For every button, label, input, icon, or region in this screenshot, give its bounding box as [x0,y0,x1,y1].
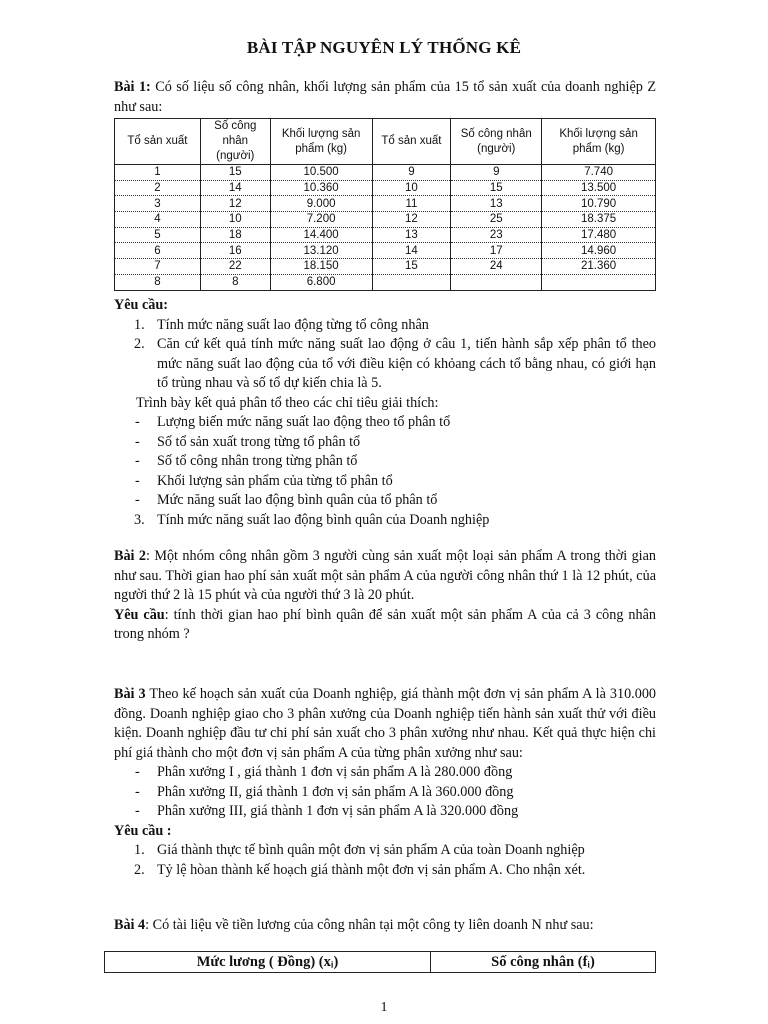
table-cell: 6 [115,243,201,259]
bai1-trinh-bay: Trình bày kết quả phân tổ theo các chỉ tiêu giải thích: [136,394,439,411]
table-row [115,227,656,243]
table-cell: 7 [115,259,201,275]
bai1-bullet: Lượng biến mức năng suất lao động theo tổ phân tổ [157,414,451,430]
table-cell: 8 [115,274,201,290]
table-cell: 17.480 [542,227,656,243]
table-cell: 14 [200,180,270,196]
list-item: - Số tổ sản xuất trong từng tổ phân tổ [135,433,361,450]
table-cell: 7.200 [270,212,372,228]
table-header-row [105,952,656,973]
table-cell: 18.375 [542,212,656,228]
bai2-text: : Một nhóm công nhân gồm 3 người cùng sản xuất một loại sản phẩm A trong thời gian như sau. Thời gian hao phí sản xuất một sản phẩm A của người công nhân thứ 1 là 12 phút, của người thứ 2 là 15 phút và của người thứ 3 là 20 phút. [114,548,657,603]
bai1-req-1: Tính mức năng suất lao động từng tổ công nhân [157,316,429,333]
table-cell: 3 [115,196,201,212]
table-cell: 18.150 [270,259,372,275]
table-cell: 17 [451,243,542,259]
bai2-label: Bài 2 [114,548,146,564]
table-cell: 9.000 [270,196,372,212]
table-row [115,259,656,275]
table-cell: 13.120 [270,243,372,259]
table-cell: 10.500 [270,165,372,181]
table-row [115,165,656,181]
page-title: BÀI TẬP NGUYÊN LÝ THỐNG KÊ [246,38,522,57]
table-row [115,243,656,259]
table-cell: 2 [115,180,201,196]
table-row [115,196,656,212]
table-header-cell: Tổ sản xuất [372,119,451,165]
bai4-section [114,916,656,936]
table-cell: 21.360 [542,259,656,275]
table-cell: 8 [200,274,270,290]
table-cell: 18 [200,227,270,243]
bai1-bullet: Mức năng suất lao động bình quân của tổ phân tổ [157,492,438,508]
table-cell: 4 [115,212,201,228]
bai2-yeu-cau-label: Yêu cầu [114,606,165,623]
bai3-section [114,685,656,880]
table-cell: 15 [372,259,451,275]
bai1-req-3: Tính mức năng suất lao động bình quân của Doanh nghiệp [157,511,490,528]
bai2-section [114,547,656,645]
bai3-bullet: Phân xưởng II, giá thành 1 đơn vị sản phẩm A là 360.000 đồng [157,783,514,800]
table-cell: 23 [451,227,542,243]
table-cell: 6.800 [270,274,372,290]
table-cell: 5 [115,227,201,243]
table-cell: 7.740 [542,165,656,181]
table-cell: 15 [200,165,270,181]
table-cell [372,274,451,290]
bai1-intro [114,78,656,117]
table-header-cell: Số công nhân (người) [200,119,270,165]
bai1-requirements [114,296,656,530]
list-item: 2. Tỷ lệ hòan thành kế hoạch giá thành một đơn vị sản phẩm A. Cho nhận xét. [134,861,586,878]
table-cell: 22 [200,259,270,275]
salary-table [104,951,656,973]
list-item: - Mức năng suất lao động bình quân của tổ phân tổ [135,492,438,508]
table-cell: 14.400 [270,227,372,243]
list-item: - Khối lượng sản phẩm của từng tổ phân tổ [135,472,393,489]
table-cell: 10 [200,212,270,228]
table-cell: 9 [451,165,542,181]
table-cell: 12 [372,212,451,228]
bai3-req-2: Tỷ lệ hòan thành kế hoạch giá thành một đơn vị sản phẩm A. Cho nhận xét. [157,861,586,878]
list-item: - Phân xưởng II, giá thành 1 đơn vị sản phẩm A là 360.000 đồng [135,783,514,800]
table-cell: 13 [451,196,542,212]
table-header-cell: Khối lượng sản phẩm (kg) [542,119,656,165]
table-cell: 13 [372,227,451,243]
table-cell: 14.960 [542,243,656,259]
bai1-req-2: Căn cứ kết quả tính mức năng suất lao động ở câu 1, tiến hành sắp xếp phân tổ theo mức năng suất lao động của tổ với điều kiện có khỏang cách tổ bằng nhau, có giới hạn tổ trùng nhau và số tổ dự kiến chia là 5. [157,336,656,391]
production-table [114,118,656,291]
bai1-label: Bài 1: [114,79,151,95]
page-number: 1 [380,1000,388,1015]
bai4-label: Bài 4 [114,917,146,933]
table-cell [451,274,542,290]
list-item: 1. Tính mức năng suất lao động từng tổ công nhân [134,316,429,333]
list-item: 3. Tính mức năng suất lao động bình quân của Doanh nghiệp [134,511,490,528]
table-cell: 24 [451,259,542,275]
list-item: - Phân xưởng III, giá thành 1 đơn vị sản phẩm A là 320.000 đồng [135,803,519,819]
table-cell: 12 [200,196,270,212]
table-cell: 16 [200,243,270,259]
table-row [115,212,656,228]
table-cell: 10 [372,180,451,196]
bai1-yeu-cau-label: Yêu cầu: [114,297,168,313]
table-cell: 14 [372,243,451,259]
table-cell: 13.500 [542,180,656,196]
bai2-yeu-cau-text: : tính thời gian hao phí bình quân để sản xuất một sản phẩm A của cả 3 công nhân trong nhóm ? [114,606,657,642]
bai3-yeu-cau-label: Yêu cầu : [114,822,172,839]
table-cell: 25 [451,212,542,228]
list-item: - Số tổ công nhân trong từng phân tổ [135,453,358,469]
list-item: - Phân xưởng I , giá thành 1 đơn vị sản phẩm A là 280.000 đồng [135,764,513,780]
table-header-cell: Mức lương ( Đồng) (xᵢ) [105,952,431,973]
table-header-cell: Số công nhân (người) [451,119,542,165]
table-cell [542,274,656,290]
table-cell: 10.360 [270,180,372,196]
table-row [115,180,656,196]
bai3-label: Bài 3 [114,686,146,702]
bai4-text: : Có tài liệu về tiền lương của công nhân tại một công ty liên doanh N như sau: [145,917,594,933]
bai3-bullet: Phân xưởng III, giá thành 1 đơn vị sản phẩm A là 320.000 đồng [157,803,519,819]
table-body [115,165,656,291]
list-item: - Lượng biến mức năng suất lao động theo tổ phân tổ [135,414,451,430]
bai3-bullet: Phân xưởng I , giá thành 1 đơn vị sản phẩm A là 280.000 đồng [157,764,513,780]
table-cell: 1 [115,165,201,181]
bai1-bullet: Số tổ sản xuất trong từng tổ phân tổ [157,433,361,450]
bai1-bullet: Số tổ công nhân trong từng phân tổ [157,453,358,469]
list-item: 2. Căn cứ kết quả tính mức năng suất lao động ở câu 1, tiến hành sắp xếp phân tổ theo mức năng suất lao động của tổ với điều kiện có khỏang cách tổ bằng nhau, có giới hạn tổ trùng nhau và số tổ dự kiến chia là 5. [134,336,656,391]
table-header-cell: Số công nhân (fᵢ) [431,952,656,973]
table-cell: 10.790 [542,196,656,212]
table-cell: 15 [451,180,542,196]
list-item: 1. Giá thành thực tế bình quân một đơn vị sản phẩm A của toàn Doanh nghiệp [134,842,585,858]
bai1-intro-text: Có số liệu số công nhân, khối lượng sản phẩm của 15 tổ sản xuất của doanh nghiệp Z như sau: [114,79,656,115]
table-cell: 9 [372,165,451,181]
table-row [115,274,656,290]
bai1-bullet: Khối lượng sản phẩm của từng tổ phân tổ [157,472,393,489]
table-header-cell: Tổ sản xuất [115,119,201,165]
bai3-req-1: Giá thành thực tế bình quân một đơn vị sản phẩm A của toàn Doanh nghiệp [157,842,585,858]
bai3-text: Theo kế hoạch sản xuất của Doanh nghiệp, giá thành một đơn vị sản phẩm A là 310.000 đồng. Doanh nghiệp giao cho 3 phân xưởng của Doanh nghiệp tiến hành sản xuất thử với điều kiện. Doanh nghiệp đầu tư chi phí sản xuất cho 3 phân xưởng như nhau. Kết quả thực hiện chi phí giá thành cho một đơn vị sản phẩm A của từng phân xưởng như sau: [114,686,657,761]
table-cell: 11 [372,196,451,212]
table-header-row [115,119,656,165]
table-header-cell: Khối lượng sản phẩm (kg) [270,119,372,165]
